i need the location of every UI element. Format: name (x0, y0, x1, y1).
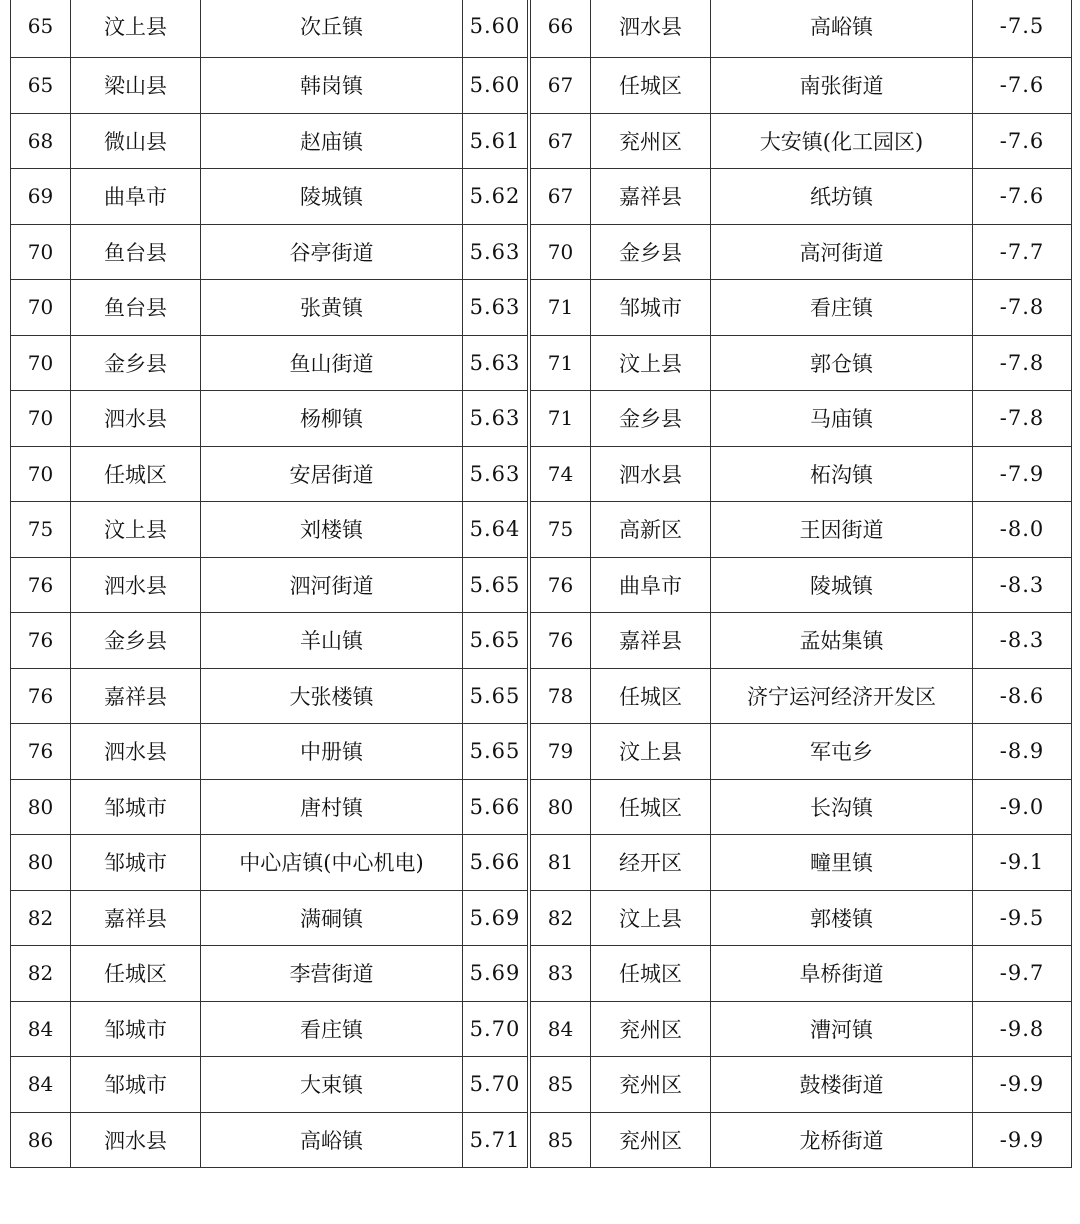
county-cell: 高新区 (591, 502, 711, 558)
value-cell: 5.65 (463, 724, 528, 780)
value-cell: 5.63 (463, 224, 528, 280)
rank-cell: 78 (531, 668, 591, 724)
town-cell: 陵城镇 (711, 557, 973, 613)
rank-cell: 84 (531, 1001, 591, 1057)
county-cell: 兖州区 (591, 1001, 711, 1057)
town-cell: 满硐镇 (201, 890, 463, 946)
county-cell: 汶上县 (71, 0, 201, 58)
right-ranking-table (530, 0, 1072, 1168)
town-cell: 次丘镇 (201, 0, 463, 58)
table-row (531, 113, 1072, 169)
town-cell: 漕河镇 (711, 1001, 973, 1057)
value-cell: 5.60 (463, 58, 528, 114)
county-cell: 泗水县 (71, 557, 201, 613)
rank-cell: 67 (531, 58, 591, 114)
rank-cell: 84 (11, 1001, 71, 1057)
table-row (531, 890, 1072, 946)
town-cell: 高河街道 (711, 224, 973, 280)
county-cell: 鱼台县 (71, 280, 201, 336)
county-cell: 金乡县 (71, 335, 201, 391)
county-cell: 嘉祥县 (71, 668, 201, 724)
town-cell: 柘沟镇 (711, 446, 973, 502)
value-cell: 5.70 (463, 1057, 528, 1113)
value-cell: -8.6 (973, 668, 1072, 724)
value-cell: -9.5 (973, 890, 1072, 946)
value-cell: 5.65 (463, 613, 528, 669)
rank-cell: 65 (11, 58, 71, 114)
table-row (531, 169, 1072, 225)
rank-cell: 76 (531, 557, 591, 613)
table-row (11, 835, 528, 891)
table-row (11, 446, 528, 502)
county-cell: 邹城市 (71, 1057, 201, 1113)
value-cell: -7.5 (973, 0, 1072, 58)
town-cell: 张黄镇 (201, 280, 463, 336)
rank-cell: 71 (531, 280, 591, 336)
value-cell: 5.60 (463, 0, 528, 58)
town-cell: 看庄镇 (201, 1001, 463, 1057)
county-cell: 任城区 (591, 668, 711, 724)
town-cell: 谷亭街道 (201, 224, 463, 280)
town-cell: 长沟镇 (711, 779, 973, 835)
county-cell: 兖州区 (591, 1057, 711, 1113)
town-cell: 龙桥街道 (711, 1112, 973, 1168)
county-cell: 邹城市 (71, 835, 201, 891)
county-cell: 任城区 (591, 58, 711, 114)
value-cell: 5.65 (463, 557, 528, 613)
value-cell: 5.69 (463, 946, 528, 1002)
table-row (531, 1057, 1072, 1113)
value-cell: -7.8 (973, 391, 1072, 447)
town-cell: 韩岗镇 (201, 58, 463, 114)
value-cell: -9.1 (973, 835, 1072, 891)
county-cell: 泗水县 (591, 446, 711, 502)
county-cell: 泗水县 (71, 391, 201, 447)
table-row (531, 391, 1072, 447)
value-cell: -9.9 (973, 1057, 1072, 1113)
rank-cell: 86 (11, 1112, 71, 1168)
town-cell: 刘楼镇 (201, 502, 463, 558)
value-cell: -8.3 (973, 557, 1072, 613)
value-cell: -9.7 (973, 946, 1072, 1002)
rank-cell: 82 (11, 890, 71, 946)
table-row (531, 779, 1072, 835)
town-cell: 鱼山街道 (201, 335, 463, 391)
table-row (531, 946, 1072, 1002)
value-cell: 5.63 (463, 335, 528, 391)
town-cell: 南张街道 (711, 58, 973, 114)
county-cell: 嘉祥县 (71, 890, 201, 946)
table-row (531, 502, 1072, 558)
table-row (11, 58, 528, 114)
county-cell: 金乡县 (71, 613, 201, 669)
town-cell: 赵庙镇 (201, 113, 463, 169)
town-cell: 泗河街道 (201, 557, 463, 613)
value-cell: -9.8 (973, 1001, 1072, 1057)
county-cell: 邹城市 (591, 280, 711, 336)
value-cell: -7.7 (973, 224, 1072, 280)
county-cell: 金乡县 (591, 391, 711, 447)
table-row (531, 224, 1072, 280)
table-row (531, 446, 1072, 502)
table-row (11, 724, 528, 780)
value-cell: 5.61 (463, 113, 528, 169)
value-cell: -9.9 (973, 1112, 1072, 1168)
rank-cell: 70 (11, 446, 71, 502)
table-row (531, 280, 1072, 336)
table-row (531, 1001, 1072, 1057)
county-cell: 汶上县 (591, 890, 711, 946)
county-cell: 泗水县 (71, 1112, 201, 1168)
town-cell: 陵城镇 (201, 169, 463, 225)
rank-cell: 69 (11, 169, 71, 225)
county-cell: 汶上县 (591, 335, 711, 391)
town-cell: 高峪镇 (201, 1112, 463, 1168)
left-table-body (11, 0, 528, 1168)
rank-cell: 80 (531, 779, 591, 835)
table-row (531, 335, 1072, 391)
table-row (11, 113, 528, 169)
town-cell: 看庄镇 (711, 280, 973, 336)
table-row (11, 557, 528, 613)
rank-cell: 81 (531, 835, 591, 891)
value-cell: 5.63 (463, 446, 528, 502)
town-cell: 济宁运河经济开发区 (711, 668, 973, 724)
rank-cell: 74 (531, 446, 591, 502)
town-cell: 中心店镇(中心机电) (201, 835, 463, 891)
rank-cell: 68 (11, 113, 71, 169)
table-row (531, 1112, 1072, 1168)
rank-cell: 83 (531, 946, 591, 1002)
table-row (11, 280, 528, 336)
value-cell: 5.69 (463, 890, 528, 946)
value-cell: 5.66 (463, 835, 528, 891)
value-cell: 5.66 (463, 779, 528, 835)
rank-cell: 71 (531, 335, 591, 391)
value-cell: -7.9 (973, 446, 1072, 502)
town-cell: 疃里镇 (711, 835, 973, 891)
rank-cell: 84 (11, 1057, 71, 1113)
table-row (11, 613, 528, 669)
county-cell: 泗水县 (591, 0, 711, 58)
county-cell: 任城区 (71, 446, 201, 502)
rank-cell: 70 (531, 224, 591, 280)
county-cell: 兖州区 (591, 1112, 711, 1168)
rank-cell: 75 (531, 502, 591, 558)
rank-cell: 76 (11, 613, 71, 669)
rank-cell: 70 (11, 224, 71, 280)
county-cell: 汶上县 (591, 724, 711, 780)
table-row (531, 668, 1072, 724)
value-cell: 5.62 (463, 169, 528, 225)
county-cell: 兖州区 (591, 113, 711, 169)
table-row (11, 0, 528, 58)
table-row (11, 1057, 528, 1113)
rank-cell: 79 (531, 724, 591, 780)
town-cell: 杨柳镇 (201, 391, 463, 447)
rank-cell: 80 (11, 779, 71, 835)
table-row (531, 0, 1072, 58)
county-cell: 汶上县 (71, 502, 201, 558)
value-cell: -7.8 (973, 335, 1072, 391)
county-cell: 任城区 (71, 946, 201, 1002)
town-cell: 李营街道 (201, 946, 463, 1002)
town-cell: 中册镇 (201, 724, 463, 780)
value-cell: 5.64 (463, 502, 528, 558)
value-cell: -8.3 (973, 613, 1072, 669)
value-cell: -7.8 (973, 280, 1072, 336)
table-row (11, 502, 528, 558)
value-cell: -7.6 (973, 113, 1072, 169)
town-cell: 安居街道 (201, 446, 463, 502)
value-cell: -7.6 (973, 169, 1072, 225)
table-row (11, 946, 528, 1002)
value-cell: 5.63 (463, 391, 528, 447)
county-cell: 微山县 (71, 113, 201, 169)
county-cell: 嘉祥县 (591, 169, 711, 225)
town-cell: 马庙镇 (711, 391, 973, 447)
table-row (11, 1112, 528, 1168)
rank-cell: 85 (531, 1057, 591, 1113)
rank-cell: 70 (11, 280, 71, 336)
rank-cell: 82 (11, 946, 71, 1002)
town-cell: 军屯乡 (711, 724, 973, 780)
left-ranking-table (10, 0, 528, 1168)
town-cell: 高峪镇 (711, 0, 973, 58)
table-row (11, 391, 528, 447)
rank-cell: 71 (531, 391, 591, 447)
county-cell: 曲阜市 (71, 169, 201, 225)
value-cell: 5.65 (463, 668, 528, 724)
table-row (11, 169, 528, 225)
value-cell: 5.63 (463, 280, 528, 336)
county-cell: 曲阜市 (591, 557, 711, 613)
rank-cell: 76 (531, 613, 591, 669)
value-cell: -8.0 (973, 502, 1072, 558)
value-cell: -7.6 (973, 58, 1072, 114)
town-cell: 孟姑集镇 (711, 613, 973, 669)
table-row (531, 58, 1072, 114)
rank-cell: 67 (531, 169, 591, 225)
town-cell: 阜桥街道 (711, 946, 973, 1002)
table-row (11, 890, 528, 946)
county-cell: 经开区 (591, 835, 711, 891)
right-table-body (531, 0, 1072, 1168)
rank-cell: 66 (531, 0, 591, 58)
rank-cell: 65 (11, 0, 71, 58)
value-cell: -9.0 (973, 779, 1072, 835)
table-row (531, 724, 1072, 780)
rank-cell: 76 (11, 724, 71, 780)
town-cell: 郭楼镇 (711, 890, 973, 946)
county-cell: 邹城市 (71, 779, 201, 835)
town-cell: 大安镇(化工园区) (711, 113, 973, 169)
county-cell: 金乡县 (591, 224, 711, 280)
table-row (11, 1001, 528, 1057)
county-cell: 梁山县 (71, 58, 201, 114)
rank-cell: 70 (11, 391, 71, 447)
table-row (11, 668, 528, 724)
county-cell: 邹城市 (71, 1001, 201, 1057)
value-cell: 5.71 (463, 1112, 528, 1168)
value-cell: 5.70 (463, 1001, 528, 1057)
town-cell: 大张楼镇 (201, 668, 463, 724)
town-cell: 唐村镇 (201, 779, 463, 835)
table-row (11, 224, 528, 280)
town-cell: 纸坊镇 (711, 169, 973, 225)
rank-cell: 80 (11, 835, 71, 891)
rank-cell: 75 (11, 502, 71, 558)
value-cell: -8.9 (973, 724, 1072, 780)
table-row (531, 557, 1072, 613)
county-cell: 泗水县 (71, 724, 201, 780)
town-cell: 郭仓镇 (711, 335, 973, 391)
town-cell: 鼓楼街道 (711, 1057, 973, 1113)
rank-cell: 82 (531, 890, 591, 946)
rank-cell: 70 (11, 335, 71, 391)
county-cell: 鱼台县 (71, 224, 201, 280)
table-row (11, 779, 528, 835)
rank-cell: 85 (531, 1112, 591, 1168)
rank-cell: 76 (11, 668, 71, 724)
county-cell: 嘉祥县 (591, 613, 711, 669)
town-cell: 王因街道 (711, 502, 973, 558)
town-cell: 大束镇 (201, 1057, 463, 1113)
rank-cell: 76 (11, 557, 71, 613)
town-cell: 羊山镇 (201, 613, 463, 669)
table-row (11, 335, 528, 391)
county-cell: 任城区 (591, 946, 711, 1002)
table-row (531, 835, 1072, 891)
county-cell: 任城区 (591, 779, 711, 835)
rank-cell: 67 (531, 113, 591, 169)
table-row (531, 613, 1072, 669)
